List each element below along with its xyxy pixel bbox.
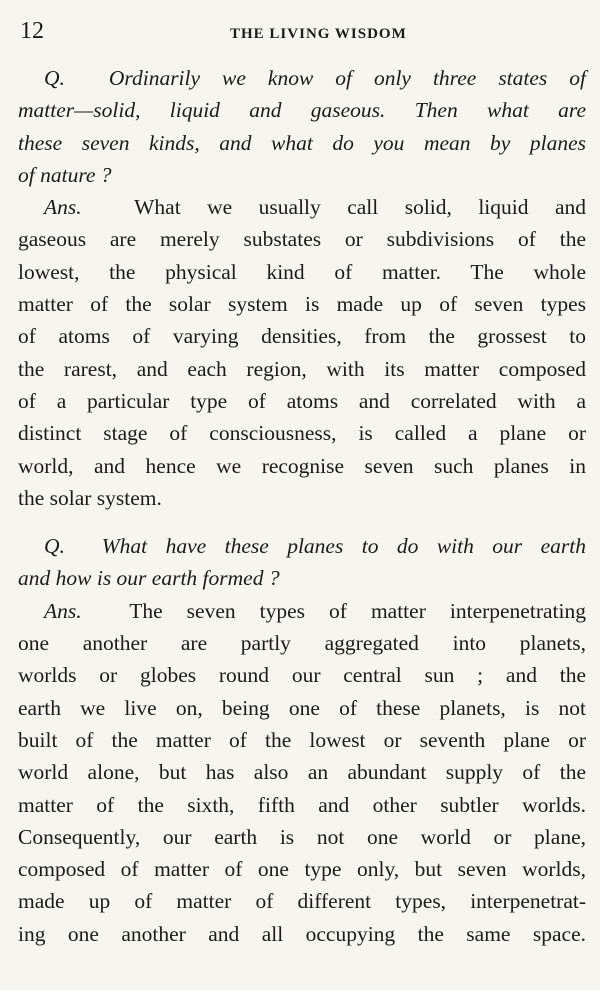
- answer-line: ing one another and all occupying the same space.: [18, 921, 586, 946]
- question-label: Q.: [44, 534, 65, 559]
- question-line: of nature ?: [18, 162, 112, 187]
- answer-line: one another are partly aggregated into planets,: [18, 631, 586, 656]
- answer-line: worlds or globes round our central sun ; and the: [18, 663, 586, 688]
- answer-line: distinct stage of consciousness, is called a plane or: [18, 421, 586, 446]
- answer-line: of a particular type of atoms and correlated with a: [18, 388, 586, 413]
- answer-line: matter of the solar system is made up of seven types: [18, 292, 586, 317]
- answer-line: lowest, the physical kind of matter. The whole: [18, 259, 586, 284]
- running-head: [18, 14, 586, 48]
- answer-line: composed of matter of one type only, but seven worlds,: [18, 857, 586, 882]
- answer-line: built of the matter of the lowest or seventh plane or: [18, 727, 586, 752]
- answer-line: Consequently, our earth is not one world or plane,: [18, 824, 586, 849]
- answer-line: earth we live on, being one of these planets, is not: [18, 695, 586, 720]
- answer-1: [18, 191, 586, 514]
- answer-line: world, and hence we recognise seven such planes in: [18, 453, 586, 478]
- question-line: matter—solid, liquid and gaseous. Then what are: [18, 98, 586, 123]
- running-title: THE LIVING WISDOM: [230, 26, 407, 42]
- answer-label: Ans.: [44, 598, 82, 623]
- question-line: these seven kinds, and what do you mean by planes: [18, 130, 586, 155]
- answer-line: Ans. What we usually call solid, liquid and: [44, 195, 586, 220]
- question-2: [18, 530, 586, 595]
- answer-line: made up of matter of different types, interpenetrat-: [18, 889, 586, 914]
- answer-line: Ans. The seven types of matter interpenetrating: [44, 598, 586, 623]
- page-body: [18, 62, 586, 950]
- answer-line: the rarest, and each region, with its matter composed: [18, 356, 586, 381]
- question-1: [18, 62, 586, 191]
- page-number: 12: [20, 18, 44, 44]
- answer-2: [18, 595, 586, 950]
- answer-line: matter of the sixth, fifth and other subtler worlds.: [18, 792, 586, 817]
- answer-line: gaseous are merely substates or subdivisions of the: [18, 227, 586, 252]
- answer-line: the solar system.: [18, 485, 162, 510]
- answer-label: Ans.: [44, 195, 82, 220]
- question-line: Q. What have these planes to do with our earth: [44, 534, 586, 559]
- paragraph-gap: [18, 514, 586, 530]
- question-line: and how is our earth formed ?: [18, 566, 280, 591]
- answer-line: of atoms of varying densities, from the grossest to: [18, 324, 586, 349]
- question-line: Q. Ordinarily we know of only three states of: [44, 66, 586, 90]
- question-label: Q.: [44, 66, 65, 90]
- answer-line: world alone, but has also an abundant supply of the: [18, 760, 586, 785]
